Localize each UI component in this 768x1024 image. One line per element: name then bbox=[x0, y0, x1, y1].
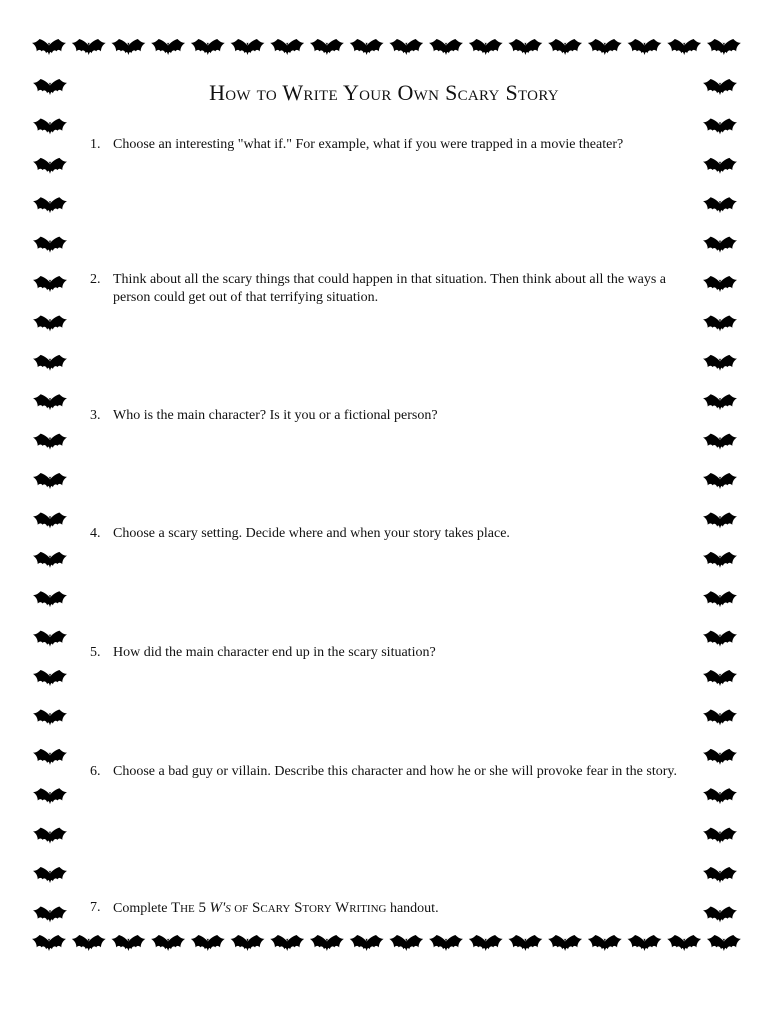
bat-icon bbox=[429, 935, 463, 951]
bat-icon bbox=[628, 39, 662, 55]
bat-icon bbox=[310, 39, 344, 55]
bat-icon bbox=[33, 591, 67, 607]
step-item-6 bbox=[90, 763, 690, 781]
bat-icon bbox=[703, 591, 737, 607]
bat-icon bbox=[667, 935, 701, 951]
bat-icon bbox=[548, 935, 582, 951]
bat-icon bbox=[310, 935, 344, 951]
bat-icon bbox=[33, 749, 67, 765]
step-number: 6. bbox=[90, 764, 101, 779]
handout-title-ws: W's bbox=[209, 900, 231, 916]
bat-icon bbox=[703, 315, 737, 331]
step-text: Think about all the scary things that could happen in that situation. Then think about all the ways a person could get out of that terrifying situation. bbox=[113, 272, 667, 305]
bat-icon bbox=[33, 709, 67, 725]
page-title: How to Write Your Own Scary Story bbox=[209, 80, 559, 105]
bat-icon bbox=[191, 935, 225, 951]
bat-icon bbox=[191, 39, 225, 55]
bat-icon bbox=[703, 473, 737, 489]
bat-icon bbox=[151, 39, 185, 55]
bat-icon bbox=[429, 39, 463, 55]
bat-icon bbox=[703, 355, 737, 371]
bat-icon bbox=[707, 935, 741, 951]
bat-icon bbox=[33, 473, 67, 489]
step-item-3 bbox=[90, 407, 690, 425]
bat-icon bbox=[469, 935, 503, 951]
bat-icon bbox=[33, 197, 67, 213]
step-text: Choose a scary setting. Decide where and when your story takes place. bbox=[113, 526, 510, 541]
bat-icon bbox=[33, 828, 67, 844]
bat-icon bbox=[703, 906, 737, 922]
bat-icon bbox=[389, 39, 423, 55]
bat-icon bbox=[508, 39, 542, 55]
bat-icon bbox=[469, 39, 503, 55]
bat-icon bbox=[703, 631, 737, 647]
bat-icon bbox=[33, 118, 67, 134]
bat-icon bbox=[111, 39, 145, 55]
handout-title-part1: The 5 bbox=[170, 900, 207, 916]
bat-icon bbox=[270, 935, 304, 951]
step-text: How did the main character end up in the scary situation? bbox=[113, 645, 436, 660]
bat-icon bbox=[33, 434, 67, 450]
bat-icon bbox=[72, 39, 106, 55]
step-item-1 bbox=[90, 136, 690, 154]
bat-icon bbox=[703, 394, 737, 410]
bat-icon bbox=[350, 935, 384, 951]
bat-icon bbox=[703, 788, 737, 804]
bat-icon bbox=[32, 39, 66, 55]
bat-icon bbox=[628, 935, 662, 951]
step-number: 2. bbox=[90, 272, 101, 287]
bat-icon bbox=[703, 118, 737, 134]
bat-icon bbox=[270, 39, 304, 55]
bat-icon bbox=[703, 197, 737, 213]
bat-icon bbox=[548, 39, 582, 55]
bat-icon bbox=[33, 394, 67, 410]
bat-icon bbox=[667, 39, 701, 55]
bat-icon bbox=[588, 935, 622, 951]
bat-icon bbox=[33, 788, 67, 804]
bat-icon bbox=[703, 749, 737, 765]
step-prefix: Complete bbox=[113, 901, 168, 916]
step-item-2 bbox=[90, 271, 690, 307]
bat-icon bbox=[703, 552, 737, 568]
bat-icon bbox=[703, 709, 737, 725]
step-item-7 bbox=[90, 899, 690, 918]
handout-title-part2: of Scary Story Writing bbox=[234, 900, 387, 916]
bat-icon bbox=[703, 828, 737, 844]
bat-icon bbox=[33, 906, 67, 922]
step-text bbox=[113, 899, 690, 918]
step-suffix: handout. bbox=[389, 901, 439, 916]
bat-icon bbox=[33, 237, 67, 253]
bat-icon bbox=[33, 670, 67, 686]
step-number: 4. bbox=[90, 526, 101, 541]
bat-icon bbox=[33, 355, 67, 371]
step-item-5 bbox=[90, 644, 690, 662]
bat-icon bbox=[707, 39, 741, 55]
bat-icon bbox=[33, 276, 67, 292]
bat-icon bbox=[33, 158, 67, 174]
bat-icon bbox=[111, 935, 145, 951]
bat-icon bbox=[508, 935, 542, 951]
step-item-4 bbox=[90, 525, 690, 543]
step-number: 5. bbox=[90, 645, 101, 660]
bat-icon bbox=[32, 935, 66, 951]
bat-icon bbox=[703, 276, 737, 292]
bat-icon bbox=[231, 39, 265, 55]
bat-icon bbox=[389, 935, 423, 951]
bat-icon bbox=[72, 935, 106, 951]
step-text: Who is the main character? Is it you or a fictional person? bbox=[113, 408, 438, 423]
bat-icon bbox=[703, 670, 737, 686]
bat-icon bbox=[703, 867, 737, 883]
bat-icon bbox=[33, 512, 67, 528]
bat-icon bbox=[33, 315, 67, 331]
step-text: Choose an interesting "what if." For example, what if you were trapped in a movie theater? bbox=[113, 137, 624, 152]
bat-icon bbox=[33, 552, 67, 568]
bat-icon bbox=[33, 867, 67, 883]
bat-icon bbox=[703, 158, 737, 174]
bat-icon bbox=[703, 434, 737, 450]
step-number: 3. bbox=[90, 408, 101, 423]
step-number: 7. bbox=[90, 900, 101, 915]
bat-icon bbox=[33, 631, 67, 647]
bat-icon bbox=[703, 237, 737, 253]
bat-icon bbox=[231, 935, 265, 951]
bat-icon bbox=[350, 39, 384, 55]
bat-icon bbox=[588, 39, 622, 55]
step-text: Choose a bad guy or villain. Describe this character and how he or she will provoke fear in the story. bbox=[113, 764, 677, 779]
bat-icon bbox=[151, 935, 185, 951]
step-number: 1. bbox=[90, 137, 101, 152]
bat-icon bbox=[703, 512, 737, 528]
